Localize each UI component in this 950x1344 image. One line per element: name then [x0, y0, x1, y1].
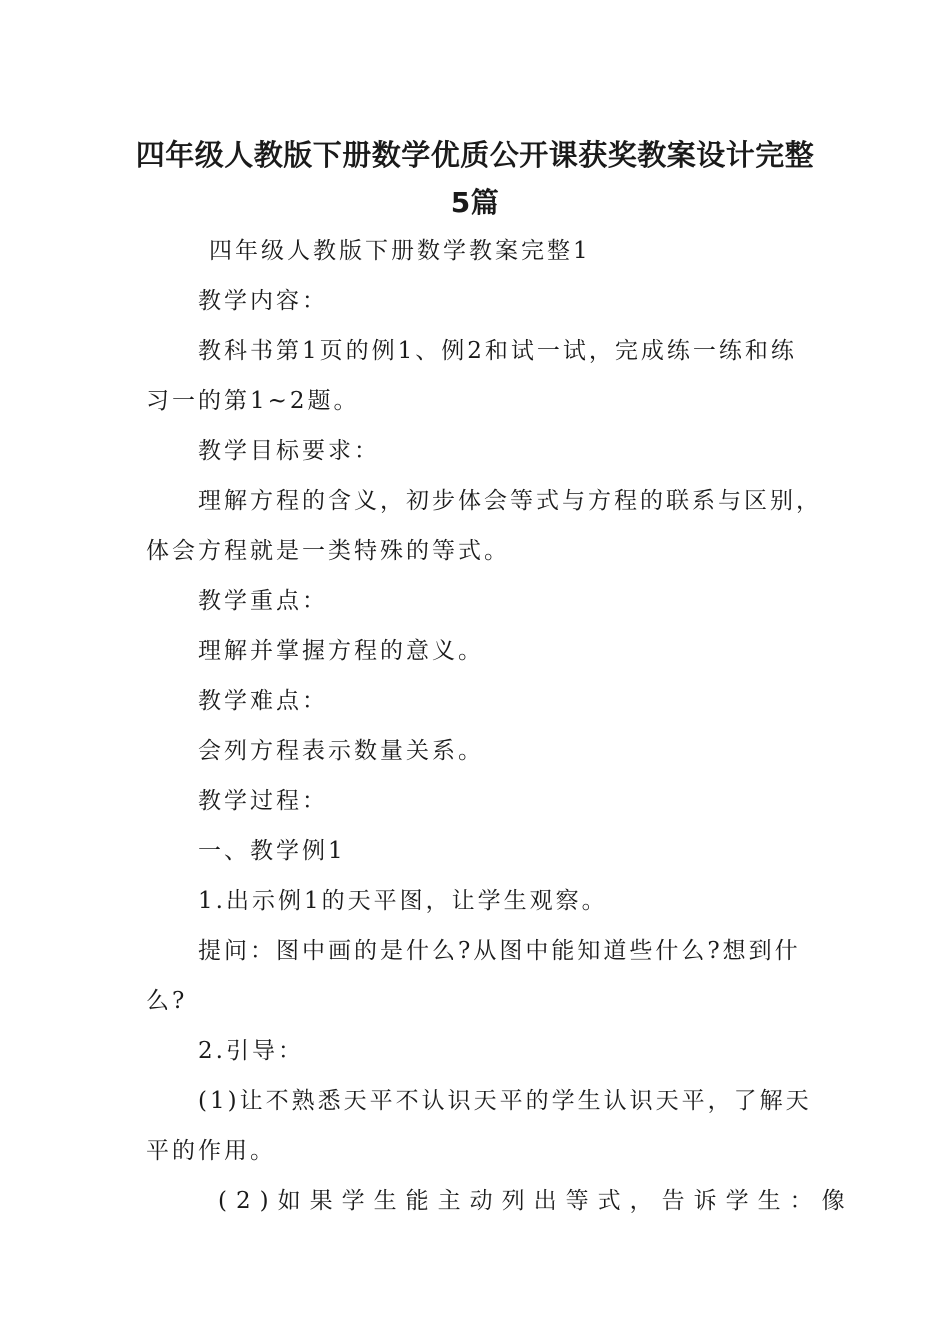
- guide-2-line-1: (2)如果学生能主动列出等式，告诉学生：像: [218, 1188, 854, 1214]
- goal-text-line-2: 体会方程就是一类特殊的等式。: [146, 538, 510, 564]
- document-title-line-2: 5篇: [450, 186, 500, 219]
- question-line-2: 么?: [146, 988, 188, 1014]
- step-1-text: 1.出示例1的天平图，让学生观察。: [198, 888, 608, 914]
- content-text-line-1: 教科书第1页的例1、例2和试一试，完成练一练和练: [198, 338, 797, 364]
- lesson-subtitle: 四年级人教版下册数学教案完整1: [209, 238, 591, 264]
- question-line-1: 提问：图中画的是什么?从图中能知道些什么?想到什: [198, 938, 801, 964]
- document-title-line-1: 四年级人教版下册数学优质公开课获奖教案设计完整: [135, 138, 815, 172]
- goal-heading: 教学目标要求：: [198, 438, 380, 464]
- difficulty-heading: 教学难点：: [198, 688, 328, 714]
- section-1-heading: 一、教学例1: [198, 838, 346, 864]
- content-heading: 教学内容：: [198, 288, 328, 314]
- guide-1-line-1: (1)让不熟悉天平不认识天平的学生认识天平，了解天: [198, 1088, 812, 1114]
- content-text-line-2: 习一的第1~2题。: [146, 388, 360, 414]
- step-2-text: 2.引导：: [198, 1038, 304, 1064]
- difficulty-text: 会列方程表示数量关系。: [198, 738, 484, 764]
- guide-1-line-2: 平的作用。: [146, 1138, 276, 1164]
- process-heading: 教学过程：: [198, 788, 328, 814]
- goal-text-line-1: 理解方程的含义，初步体会等式与方程的联系与区别，: [198, 488, 822, 514]
- key-point-heading: 教学重点：: [198, 588, 328, 614]
- key-point-text: 理解并掌握方程的意义。: [198, 638, 484, 664]
